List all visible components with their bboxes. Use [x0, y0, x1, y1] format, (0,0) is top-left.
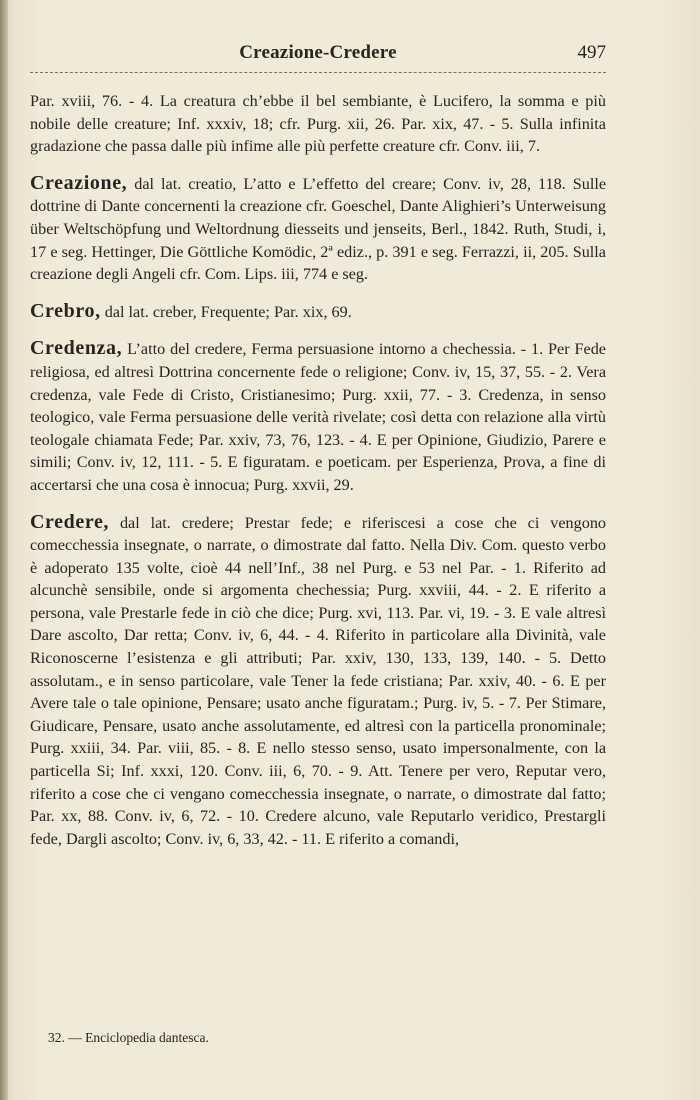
- entry-text: L’atto del credere, Ferma persuasione intorno a chechessia. - 1. Per Fede religiosa, ed altresì Dottrina concernente fede o religione; Conv. iv, 15, 37, 55. - 2. Vera credenza, vale Fede di Cristo, Cristianesimo; Purg. xxii, 77. - 3. Credenza, in senso teologico, vale Ferma persuasione delle verità rivelate; così detta con relazione alla virtù teologale chiamata Fede; Par. xxiv, 73, 76, 123. - 4. E per Opinione, Giudizio, Parere e simili; Conv. iv, 12, 111. - 5. E figuratam. e poeticam. per Esperienza, Prova, a fine di accertarsi che una cosa è innocua; Purg. xxvii, 29.: [30, 340, 606, 494]
- header-rule: [30, 72, 606, 73]
- book-spine-shadow: [0, 0, 8, 1100]
- running-title: Creazione-Credere: [239, 42, 397, 63]
- continuation-paragraph: Par. xviii, 76. - 4. La creatura ch’ebbe il bel sembiante, è Lucifero, la somma e più nobile delle creature; Inf. xxxiv, 18; cfr. Purg. xii, 26. Par. xix, 47. - 5. Sulla infinita gradazione che passa dalle più infime alle più perfette creature cfr. Conv. iii, 7.: [30, 92, 606, 156]
- entry-credere: [30, 511, 606, 851]
- running-header: [30, 42, 606, 72]
- headword: Crebro,: [30, 299, 101, 322]
- signature-footer: 32. — Enciclopedia dantesca.: [48, 1030, 209, 1045]
- dictionary-text: [30, 90, 606, 850]
- headword: Credere,: [30, 510, 110, 533]
- entry-text: dal lat. creber, Frequente; Par. xix, 69.: [104, 302, 352, 321]
- entry-text: dal lat. creatio, L’atto e L’effetto del creare; Conv. iv, 28, 118. Sulle dottrine di Dante concernenti la creazione cfr. Goeschel, Dante Alighieri’s Unterweisung über Weltschöpfung und Weltordnung diesseits und jenseits, Berl., 1842. Ruth, Studi, i, 17 e seg. Hettinger, Die Göttliche Komödic, 2ª ediz., p. 391 e seg. Ferrazzi, ii, 205. Sulla creazione degli Angeli cfr. Com. Lips. iii, 774 e seg.: [30, 174, 606, 284]
- entry-creazione: [30, 172, 606, 286]
- page-number: 497: [577, 42, 606, 63]
- entry-crebro: [30, 300, 606, 324]
- headword: Credenza,: [30, 337, 123, 360]
- headword: Creazione,: [30, 171, 128, 194]
- entry-credenza: [30, 337, 606, 496]
- entry-text: dal lat. credere; Prestar fede; e riferiscesi a cose che ci vengono comecchessia insegnate, o narrate, o dimostrate dal fatto. Nella Div. Com. questo verbo è adoperato 135 volte, cioè 44 nell’Inf., 38 nel Purg. e 53 nel Par. - 1. Riferito ad alcunchè sensibile, onde si argomenta chechessia; Purg. xxviii, 44. - 2. E riferito a persona, vale Prestarle fede in ciò che dice; Purg. xvi, 113. Par. vi, 19. - 3. E vale altresì Dare ascolto, Dar retta; Conv. iv, 6, 44. - 4. Riferito in particolare alla Divinità, vale Riconoscerne l’esistenza e gli attributi; Par. xxiv, 130, 133, 139, 140. - 5. Detto assolutam., e in senso particolare, vale Tener la fede cristiana; Par. xxiv, 40. - 6. E per Avere tale o tale opinione, Pensare; usato anche figuratam.; Purg. iv, 5. - 7. Per Stimare, Giudicare, Pensare, usato anche assolutamente, ed altresì con la particella pronominale; Purg. xxiii, 34. Par. viii, 85. - 8. E nello stesso senso, usato impersonalmente, con la particella Si; Inf. xxxi, 120. Conv. iii, 6, 70. - 9. Att. Tenere per vero, Reputar vero, riferito a cose che ci vengano comecchessia insegnate, o narrate, o dimostrate dal fatto; Par. xx, 88. Conv. iv, 6, 72. - 10. Credere alcuno, vale Reputarlo veridico, Prestargli fede, Dargli ascolto; Conv. iv, 6, 33, 42. - 11. E riferito a comandi,: [30, 513, 607, 848]
